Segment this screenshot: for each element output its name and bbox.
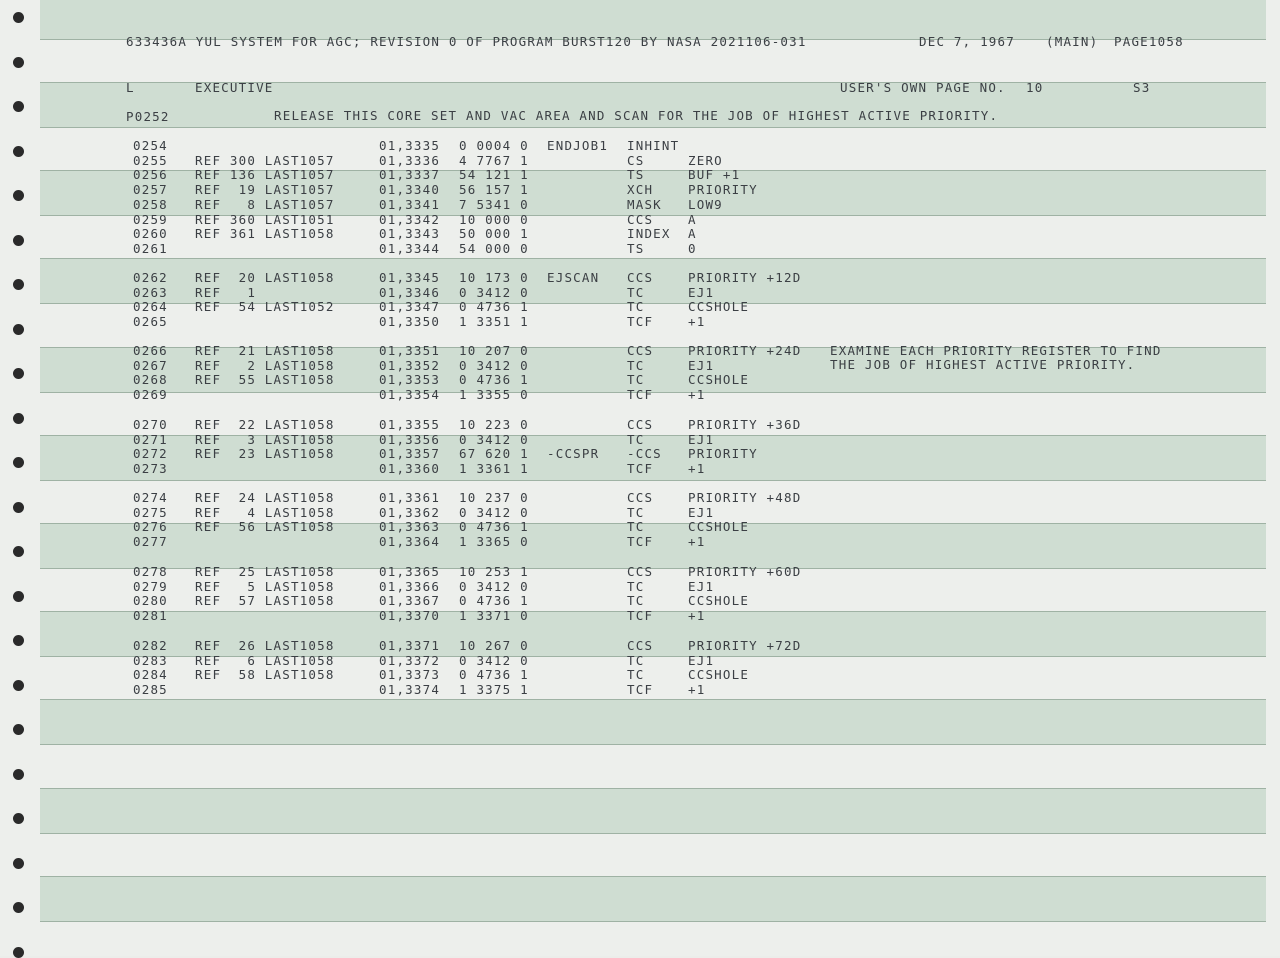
ref-field: REF 8 LAST1057 <box>195 196 335 212</box>
operand: PRIORITY +36D <box>688 417 802 432</box>
operand: EJ1 <box>688 357 715 373</box>
octal-word: 0 4736 1 <box>459 299 529 315</box>
greenbar-band <box>40 876 1266 922</box>
section-title: EXECUTIVE <box>195 80 274 95</box>
octal-word: 67 620 1 <box>459 446 529 462</box>
ref-field: REF 6 LAST1058 <box>195 652 335 668</box>
address: 01,3336 <box>379 152 441 168</box>
address: 01,3351 <box>379 343 441 358</box>
operand: CCSHOLE <box>688 667 750 683</box>
ref-field: REF 56 LAST1058 <box>195 519 335 535</box>
operand: EJ1 <box>688 578 715 594</box>
section-tag: (MAIN) <box>1046 34 1099 49</box>
system-header-line: 633436A YUL SYSTEM FOR AGC; REVISION 0 OF PROGRAM BURST120 BY NASA 2021106-031 <box>126 34 807 49</box>
octal-word: 0 0004 0 <box>459 138 529 153</box>
line-number: 0266 <box>133 343 168 358</box>
address: 01,3367 <box>379 593 441 609</box>
tractor-hole <box>13 12 24 23</box>
opcode: XCH <box>627 182 654 198</box>
ref-field: REF 3 LAST1058 <box>195 431 335 447</box>
opcode: TC <box>627 519 645 535</box>
operand: PRIORITY +60D <box>688 564 802 579</box>
line-number: 0254 <box>133 138 168 153</box>
tractor-hole <box>13 502 24 513</box>
operand: PRIORITY <box>688 182 758 198</box>
octal-word: 1 3361 1 <box>459 461 529 477</box>
tractor-hole <box>13 591 24 602</box>
ref-field: REF 21 LAST1058 <box>195 343 335 358</box>
line-number: 0280 <box>133 593 168 609</box>
octal-word: 0 3412 0 <box>459 284 529 300</box>
octal-word: 7 5341 0 <box>459 196 529 212</box>
address: 01,3364 <box>379 534 441 550</box>
greenbar-band <box>40 788 1266 834</box>
address: 01,3362 <box>379 504 441 520</box>
line-number: 0257 <box>133 182 168 198</box>
address: 01,3346 <box>379 284 441 300</box>
address: 01,3370 <box>379 608 441 624</box>
opcode: TC <box>627 357 645 373</box>
line-number: 0270 <box>133 417 168 432</box>
address: 01,3340 <box>379 182 441 198</box>
line-number: 0282 <box>133 638 168 653</box>
opcode: CCS <box>627 343 654 358</box>
octal-word: 0 3412 0 <box>459 357 529 373</box>
octal-word: 10 253 1 <box>459 564 529 579</box>
opcode: CCS <box>627 638 654 653</box>
line-number: 0272 <box>133 446 168 462</box>
octal-word: 10 173 0 <box>459 270 529 285</box>
line-number: 0277 <box>133 534 168 550</box>
tractor-hole <box>13 947 24 958</box>
octal-word: 0 4736 1 <box>459 519 529 535</box>
symbol-label: -CCSPR <box>547 446 600 462</box>
ref-field: REF 54 LAST1052 <box>195 299 335 315</box>
line-number: 0258 <box>133 196 168 212</box>
address: 01,3335 <box>379 138 441 153</box>
address: 01,3356 <box>379 431 441 447</box>
operand: BUF +1 <box>688 167 741 183</box>
opcode: TC <box>627 652 645 668</box>
ref-field: REF 22 LAST1058 <box>195 417 335 432</box>
opcode: INHINT <box>627 138 680 153</box>
address: 01,3360 <box>379 461 441 477</box>
address: 01,3374 <box>379 682 441 698</box>
ref-field: REF 55 LAST1058 <box>195 372 335 388</box>
operand: +1 <box>688 461 706 477</box>
listing-date: DEC 7, 1967 <box>919 34 1015 49</box>
ref-field: REF 300 LAST1057 <box>195 152 335 168</box>
octal-word: 1 3375 1 <box>459 682 529 698</box>
address: 01,3372 <box>379 652 441 668</box>
address: 01,3343 <box>379 226 441 242</box>
operand: A <box>688 211 697 227</box>
line-number: 0265 <box>133 314 168 330</box>
address: 01,3353 <box>379 372 441 388</box>
operand: +1 <box>688 387 706 403</box>
line-number: 0276 <box>133 519 168 535</box>
address: 01,3371 <box>379 638 441 653</box>
opcode: TCF <box>627 461 654 477</box>
ref-field: REF 2 LAST1058 <box>195 357 335 373</box>
users-page-number: 10 <box>1026 80 1044 95</box>
line-number: 0275 <box>133 504 168 520</box>
operand: +1 <box>688 534 706 550</box>
ref-field: REF 1 <box>195 284 257 300</box>
operand: CCSHOLE <box>688 519 750 535</box>
subheader-mark: L <box>126 80 135 95</box>
tractor-hole <box>13 324 24 335</box>
tractor-hole <box>13 769 24 780</box>
tractor-hole <box>13 902 24 913</box>
opcode: TC <box>627 431 645 447</box>
tractor-hole <box>13 57 24 68</box>
address: 01,3373 <box>379 667 441 683</box>
opcode: TC <box>627 284 645 300</box>
line-number: 0284 <box>133 667 168 683</box>
symbol-label: EJSCAN <box>547 270 600 285</box>
line-number: 0268 <box>133 372 168 388</box>
address: 01,3345 <box>379 270 441 285</box>
address: 01,3357 <box>379 446 441 462</box>
page-number: PAGE1058 <box>1114 34 1184 49</box>
opcode: CCS <box>627 211 654 227</box>
line-number: 0261 <box>133 240 168 256</box>
opcode: CCS <box>627 490 654 505</box>
line-number: 0278 <box>133 564 168 579</box>
octal-word: 1 3371 0 <box>459 608 529 624</box>
tractor-hole <box>13 146 24 157</box>
opcode: TCF <box>627 682 654 698</box>
line-number: 0271 <box>133 431 168 447</box>
address: 01,3354 <box>379 387 441 403</box>
octal-word: 10 237 0 <box>459 490 529 505</box>
address: 01,3337 <box>379 167 441 183</box>
opcode: TCF <box>627 314 654 330</box>
address: 01,3355 <box>379 417 441 432</box>
octal-word: 0 4736 1 <box>459 593 529 609</box>
line-number: 0285 <box>133 682 168 698</box>
line-number: 0267 <box>133 357 168 373</box>
operand: EJ1 <box>688 284 715 300</box>
line-number: 0279 <box>133 578 168 594</box>
octal-word: 10 207 0 <box>459 343 529 358</box>
octal-word: 56 157 1 <box>459 182 529 198</box>
octal-word: 54 000 0 <box>459 240 529 256</box>
ref-field: REF 136 LAST1057 <box>195 167 335 183</box>
octal-word: 0 4736 1 <box>459 667 529 683</box>
line-number: 0269 <box>133 387 168 403</box>
octal-word: 1 3351 1 <box>459 314 529 330</box>
ref-field: REF 26 LAST1058 <box>195 638 335 653</box>
operand: PRIORITY <box>688 446 758 462</box>
operand: PRIORITY +48D <box>688 490 802 505</box>
opcode: INDEX <box>627 226 671 242</box>
opcode: CCS <box>627 417 654 432</box>
users-page-label: USER'S OWN PAGE NO. <box>840 80 1006 95</box>
octal-word: 1 3355 0 <box>459 387 529 403</box>
line-number: 0273 <box>133 461 168 477</box>
ref-field: REF 361 LAST1058 <box>195 226 335 242</box>
tractor-hole <box>13 235 24 246</box>
opcode: TC <box>627 667 645 683</box>
tractor-hole <box>13 413 24 424</box>
tractor-hole <box>13 546 24 557</box>
octal-word: 54 121 1 <box>459 167 529 183</box>
operand: CCSHOLE <box>688 593 750 609</box>
octal-word: 0 3412 0 <box>459 652 529 668</box>
operand: EJ1 <box>688 504 715 520</box>
subheader-code: S3 <box>1133 80 1151 95</box>
tractor-hole <box>13 724 24 735</box>
intro-line-number: P0252 <box>126 109 170 124</box>
opcode: TC <box>627 372 645 388</box>
tractor-hole <box>13 279 24 290</box>
opcode: -CCS <box>627 446 662 462</box>
ref-field: REF 57 LAST1058 <box>195 593 335 609</box>
line-number: 0274 <box>133 490 168 505</box>
address: 01,3365 <box>379 564 441 579</box>
octal-word: 1 3365 0 <box>459 534 529 550</box>
ref-field: REF 23 LAST1058 <box>195 446 335 462</box>
comment-line-1: EXAMINE EACH PRIORITY REGISTER TO FIND <box>830 343 1162 358</box>
tractor-hole <box>13 101 24 112</box>
octal-word: 50 000 1 <box>459 226 529 242</box>
operand: +1 <box>688 608 706 624</box>
octal-word: 10 267 0 <box>459 638 529 653</box>
opcode: TC <box>627 593 645 609</box>
operand: EJ1 <box>688 652 715 668</box>
line-number: 0259 <box>133 211 168 227</box>
tractor-hole <box>13 457 24 468</box>
ref-field: REF 24 LAST1058 <box>195 490 335 505</box>
ref-field: REF 360 LAST1051 <box>195 211 335 227</box>
operand: CCSHOLE <box>688 372 750 388</box>
line-number: 0255 <box>133 152 168 168</box>
tractor-hole <box>13 368 24 379</box>
opcode: TC <box>627 578 645 594</box>
opcode: TC <box>627 299 645 315</box>
operand: +1 <box>688 314 706 330</box>
line-number: 0281 <box>133 608 168 624</box>
operand: 0 <box>688 240 697 256</box>
opcode: CCS <box>627 270 654 285</box>
opcode: CCS <box>627 564 654 579</box>
operand: PRIORITY +72D <box>688 638 802 653</box>
octal-word: 0 3412 0 <box>459 578 529 594</box>
opcode: TCF <box>627 608 654 624</box>
operand: PRIORITY +12D <box>688 270 802 285</box>
ref-field: REF 5 LAST1058 <box>195 578 335 594</box>
operand: +1 <box>688 682 706 698</box>
octal-word: 4 7767 1 <box>459 152 529 168</box>
octal-word: 0 4736 1 <box>459 372 529 388</box>
operand: CCSHOLE <box>688 299 750 315</box>
address: 01,3347 <box>379 299 441 315</box>
operand: LOW9 <box>688 196 723 212</box>
address: 01,3350 <box>379 314 441 330</box>
octal-word: 0 3412 0 <box>459 504 529 520</box>
opcode: MASK <box>627 196 662 212</box>
symbol-label: ENDJOB1 <box>547 138 609 153</box>
operand: PRIORITY +24D <box>688 343 802 358</box>
line-number: 0256 <box>133 167 168 183</box>
intro-comment: RELEASE THIS CORE SET AND VAC AREA AND SCAN FOR THE JOB OF HIGHEST ACTIVE PRIORITY. <box>274 108 999 123</box>
tractor-hole <box>13 813 24 824</box>
opcode: TCF <box>627 387 654 403</box>
opcode: TC <box>627 504 645 520</box>
operand: EJ1 <box>688 431 715 447</box>
address: 01,3342 <box>379 211 441 227</box>
octal-word: 10 000 0 <box>459 211 529 227</box>
ref-field: REF 58 LAST1058 <box>195 667 335 683</box>
opcode: TS <box>627 240 645 256</box>
tractor-hole <box>13 680 24 691</box>
ref-field: REF 19 LAST1057 <box>195 182 335 198</box>
opcode: TCF <box>627 534 654 550</box>
line-number: 0263 <box>133 284 168 300</box>
octal-word: 10 223 0 <box>459 417 529 432</box>
address: 01,3363 <box>379 519 441 535</box>
address: 01,3344 <box>379 240 441 256</box>
tractor-hole <box>13 635 24 646</box>
opcode: CS <box>627 152 645 168</box>
greenbar-band <box>40 699 1266 745</box>
comment-line-2: THE JOB OF HIGHEST ACTIVE PRIORITY. <box>830 357 1136 372</box>
operand: ZERO <box>688 152 723 168</box>
tractor-hole <box>13 858 24 869</box>
ref-field: REF 25 LAST1058 <box>195 564 335 579</box>
address: 01,3361 <box>379 490 441 505</box>
ref-field: REF 20 LAST1058 <box>195 270 335 285</box>
line-number: 0260 <box>133 226 168 242</box>
opcode: TS <box>627 167 645 183</box>
octal-word: 0 3412 0 <box>459 431 529 447</box>
address: 01,3341 <box>379 196 441 212</box>
address: 01,3352 <box>379 357 441 373</box>
line-number: 0262 <box>133 270 168 285</box>
ref-field: REF 4 LAST1058 <box>195 504 335 520</box>
line-number: 0264 <box>133 299 168 315</box>
address: 01,3366 <box>379 578 441 594</box>
tractor-hole <box>13 190 24 201</box>
operand: A <box>688 226 697 242</box>
line-number: 0283 <box>133 652 168 668</box>
